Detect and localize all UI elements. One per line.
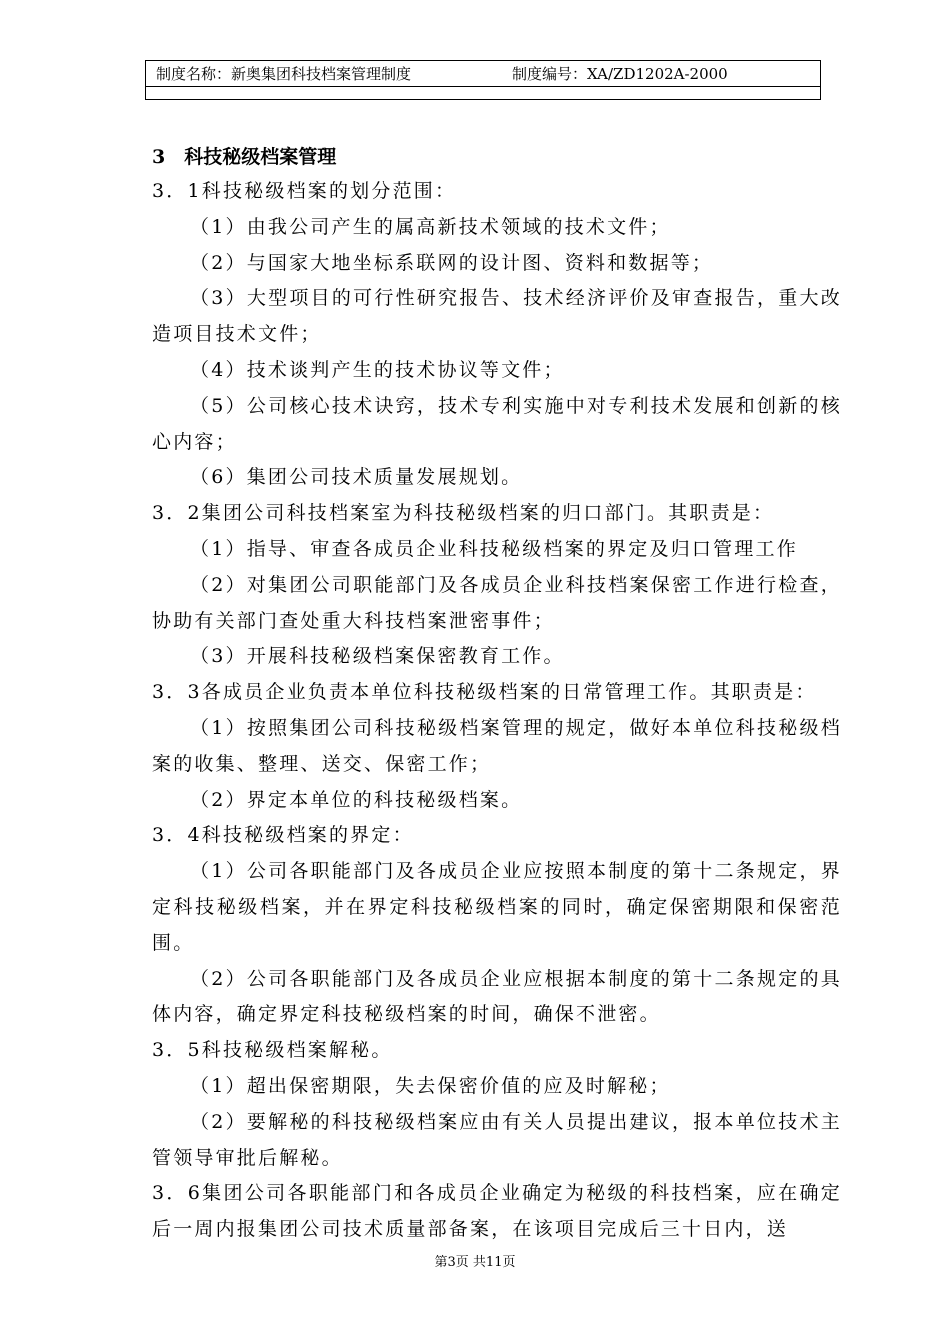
paragraph: （1）由我公司产生的属高新技术领域的技术文件； bbox=[190, 215, 671, 238]
paragraph: （2）与国家大地坐标系联网的设计图、资料和数据等； bbox=[190, 251, 714, 274]
page-number: 第3页 共11页 bbox=[434, 1255, 516, 1270]
policy-name: 制度名称：新奥集团科技档案管理制度 bbox=[156, 65, 412, 83]
paragraph: （2）要解秘的科技秘级档案应由有关人员提出建议，报本单位技术主管领导审批后解秘。 bbox=[152, 1110, 842, 1169]
header-row bbox=[146, 61, 820, 87]
paragraph: （1）超出保密期限，失去保密价值的应及时解秘； bbox=[190, 1074, 671, 1097]
paragraph: （2）对集团公司职能部门及各成员企业科技档案保密工作进行检查，协助有关部门查处重大科技档案泄密事件； bbox=[152, 573, 842, 632]
paragraph: （1）公司各职能部门及各成员企业应按照本制度的第十二条规定，界定科技秘级档案，并在界定科技秘级档案的同时，确定保密期限和保密范围。 bbox=[152, 860, 842, 954]
paragraph: （1）按照集团公司科技秘级档案管理的规定，做好本单位科技秘级档案的收集、整理、送交、保密工作； bbox=[152, 716, 842, 775]
paragraph: 3．2集团公司科技档案室为科技秘级档案的归口部门。其职责是： bbox=[152, 502, 775, 525]
paragraph: 3．5科技秘级档案解秘。 bbox=[152, 1039, 393, 1062]
section-heading: 3 科技秘级档案管理 bbox=[152, 146, 337, 168]
paragraph: 3．1科技秘级档案的划分范围： bbox=[152, 180, 457, 202]
paragraph: （3）大型项目的可行性研究报告、技术经济评价及审查报告，重大改造项目技术文件； bbox=[152, 287, 842, 346]
paragraph: 3．3各成员企业负责本单位科技秘级档案的日常管理工作。其职责是： bbox=[152, 681, 817, 704]
document-body bbox=[152, 140, 842, 1248]
policy-code: 制度编号：XA/ZD1202A-2000 bbox=[512, 65, 728, 83]
paragraph: （5）公司核心技术诀窍，技术专利实施中对专利技术发展和创新的核心内容； bbox=[152, 394, 842, 453]
document-header bbox=[145, 60, 821, 100]
paragraph: （3）开展科技秘级档案保密教育工作。 bbox=[190, 645, 565, 668]
paragraph: 3．6集团公司各职能部门和各成员企业确定为秘级的科技档案，应在确定后一周内报集团公司技术质量部备案，在该项目完成后三十日内，送 bbox=[152, 1182, 842, 1241]
paragraph: 3．4科技秘级档案的界定： bbox=[152, 824, 414, 847]
paragraph: （4）技术谈判产生的技术协议等文件； bbox=[190, 358, 565, 381]
paragraph: （2）界定本单位的科技秘级档案。 bbox=[190, 788, 523, 811]
paragraph: （1）指导、审查各成员企业科技秘级档案的界定及归口管理工作 bbox=[190, 537, 798, 560]
paragraph: （6）集团公司技术质量发展规划。 bbox=[190, 466, 523, 489]
paragraph: （2）公司各职能部门及各成员企业应根据本制度的第十二条规定的具体内容，确定界定科技秘级档案的时间，确保不泄密。 bbox=[152, 967, 842, 1026]
